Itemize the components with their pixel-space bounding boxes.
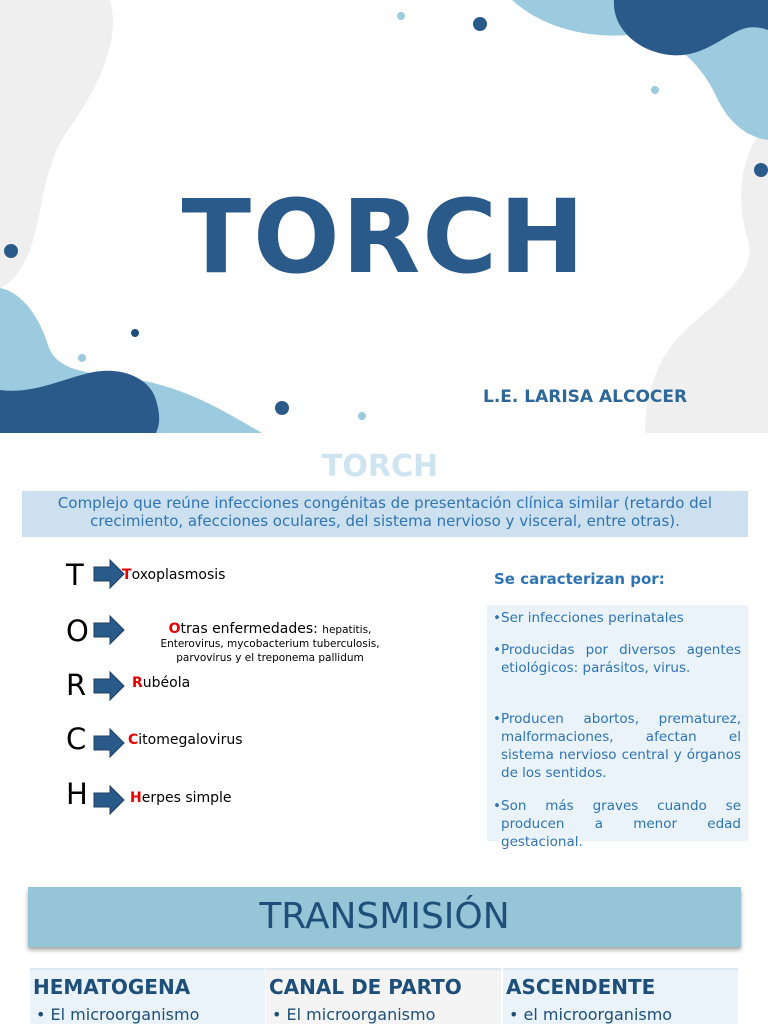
dot — [473, 17, 487, 31]
author-name: L.E. LARISA ALCOCER — [483, 387, 688, 407]
column-item: • El microorganismo — [36, 1005, 200, 1024]
bullet-icon: • — [272, 1005, 282, 1024]
definition-slide — [0, 433, 768, 880]
acronym-letter-t: T — [66, 558, 84, 592]
transmission-title: TRANSMISIÓN — [259, 896, 510, 937]
transmission-column-ascendente — [503, 968, 738, 1024]
bullet-icon: • — [493, 711, 501, 727]
arrow-right-icon — [93, 559, 125, 589]
acronym-initial: H — [130, 790, 142, 806]
transmission-slide — [0, 880, 768, 1024]
acronym-letter-r: R — [66, 668, 87, 702]
arrow-right-icon — [93, 785, 125, 815]
definition-box: Complejo que reúne infecciones congénitas de presentación clínica similar (retardo del crecimiento, afecciones oculares, del sistema nervioso y visceral, entre otras). — [22, 491, 748, 537]
acronym-letter-o: O — [66, 614, 89, 648]
acronym-desc-o — [150, 621, 390, 665]
dot — [358, 412, 366, 420]
column-heading: ASCENDENTE — [506, 975, 656, 999]
acronym-letter-c: C — [66, 722, 87, 756]
title-slide — [0, 0, 768, 433]
column-item: • El microorganismo — [272, 1005, 436, 1024]
characteristic-item: • Producidas por diversos agentes etiológicos: parásitos, virus. — [493, 642, 741, 676]
arrow-right-icon — [93, 671, 125, 701]
acronym-extra-line: Enterovirus, mycobacterium tuberculosis, — [160, 638, 380, 650]
acronym-desc-t — [122, 567, 225, 583]
bullet-icon: • — [493, 642, 501, 658]
dot — [78, 354, 86, 362]
acronym-initial: T — [122, 567, 132, 583]
acronym-desc-h — [130, 790, 232, 806]
bullet-icon: • — [36, 1005, 46, 1024]
acronym-initial: R — [132, 675, 143, 691]
acronym-rest: tras enfermedades: — [180, 621, 323, 637]
arrow-right-icon — [93, 615, 125, 645]
acronym-initial: O — [168, 621, 181, 637]
acronym-rest: ubéola — [142, 675, 191, 691]
characteristics-title: Se caracterizan por: — [494, 570, 665, 588]
acronym-rest: oxoplasmosis — [131, 567, 226, 583]
characteristic-item: • Ser infecciones perinatales — [493, 610, 684, 626]
column-item: • el microorganismo — [509, 1005, 673, 1024]
characteristics-box — [487, 605, 748, 850]
transmission-banner — [28, 887, 741, 947]
acronym-desc-c — [128, 732, 243, 748]
acronym-rest: erpes simple — [141, 790, 232, 806]
acronym-letter-h: H — [66, 777, 88, 811]
transmission-column-canal-de-parto — [266, 968, 501, 1024]
main-title: TORCH — [181, 178, 587, 297]
bullet-icon: • — [509, 1005, 519, 1024]
characteristic-item: • Son más graves cuando se producen a menor edad gestacional. — [493, 798, 741, 850]
bullet-icon: • — [493, 610, 501, 626]
column-heading: HEMATOGENA — [33, 975, 191, 999]
bullet-icon: • — [493, 798, 501, 814]
acronym-rest: itomegalovirus — [138, 732, 243, 748]
dot — [754, 163, 768, 177]
acronym-initial: C — [128, 732, 139, 748]
transmission-column-hematogena — [30, 968, 265, 1024]
dot — [397, 12, 405, 20]
dot — [275, 401, 289, 415]
slide-title: TORCH — [321, 449, 439, 484]
column-heading: CANAL DE PARTO — [269, 975, 462, 999]
acronym-desc-r — [132, 675, 190, 691]
dot — [131, 329, 139, 337]
dot — [651, 86, 659, 94]
acronym-extra-line: parvovirus y el treponema pallidum — [176, 652, 364, 664]
characteristic-item: • Producen abortos, prematurez, malformaciones, afectan el sistema nervioso central y órganos de los sentidos. — [493, 711, 741, 781]
arrow-right-icon — [93, 728, 125, 758]
acronym-extra: hepatitis, — [322, 624, 372, 636]
